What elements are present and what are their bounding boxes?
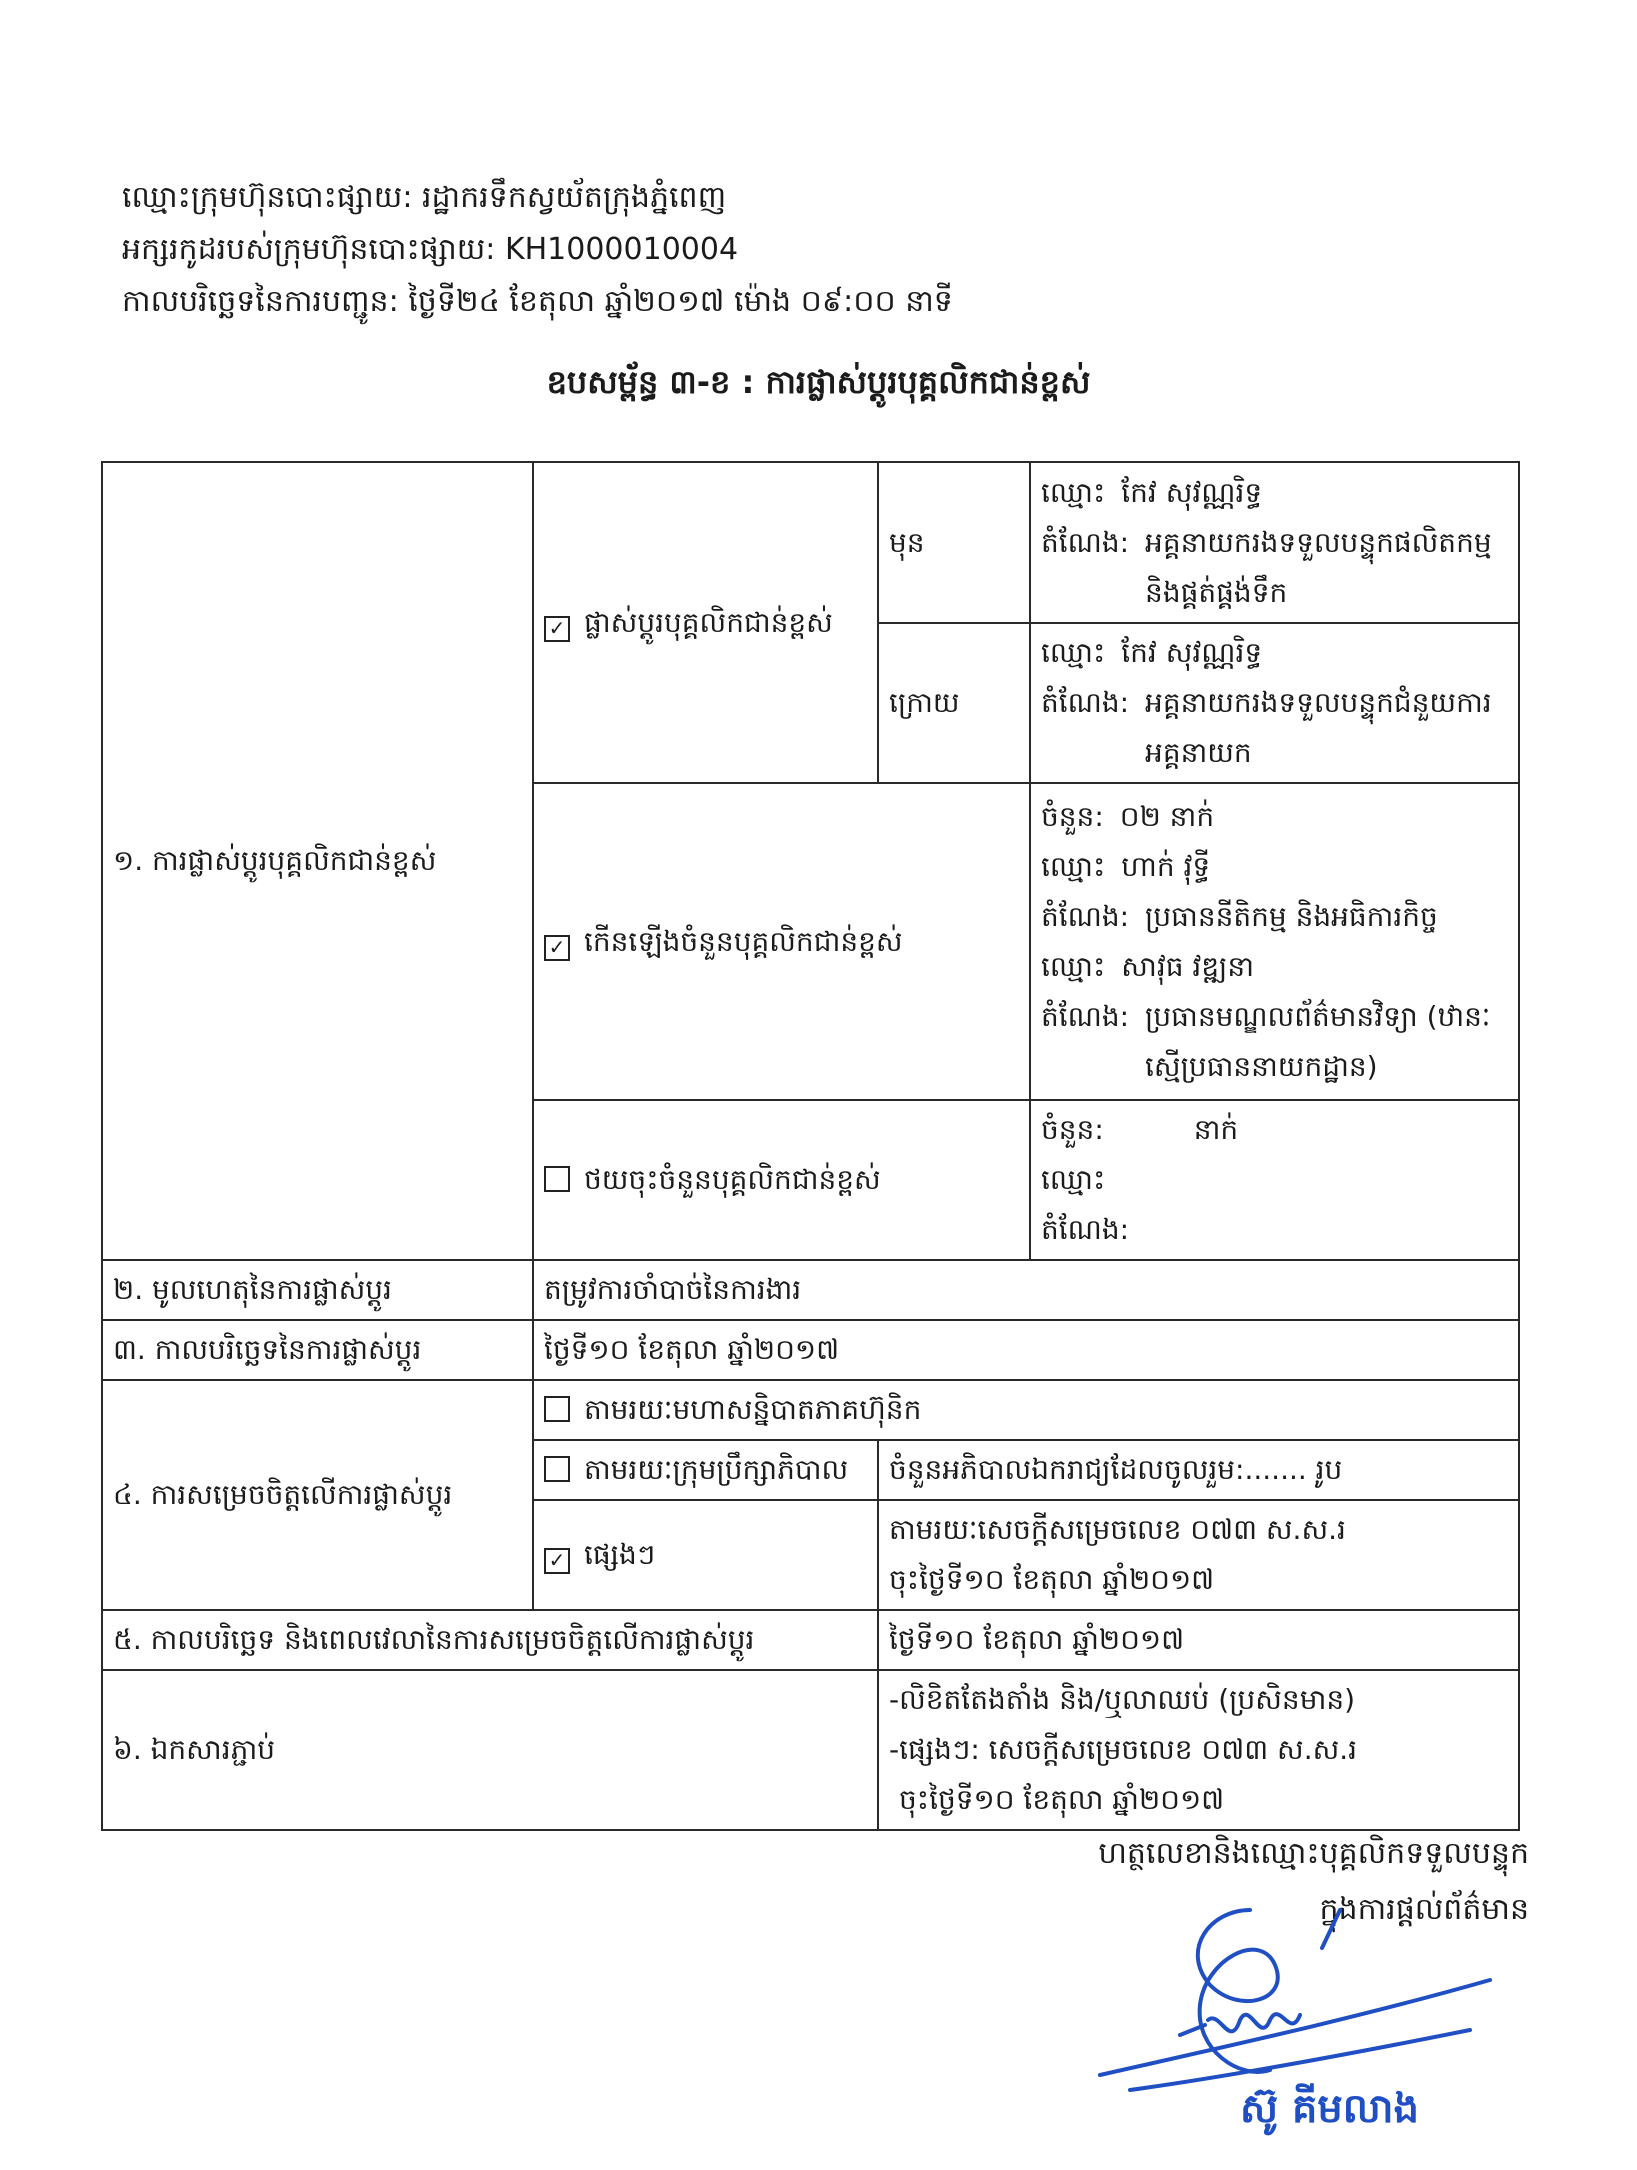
- issuer-code: KH1000010004: [504, 232, 739, 267]
- after-label: ក្រោយ: [878, 623, 1030, 783]
- section1-label: ១. ការផ្លាស់ប្តូរបុគ្គលិកជាន់ខ្ពស់: [102, 462, 533, 1260]
- opt2-label: តាមរយៈក្រុមប្រឹក្សាភិបាល: [584, 1453, 849, 1486]
- before-name-key: ឈ្មោះ: [1041, 475, 1106, 509]
- increase-details: [1030, 783, 1519, 1100]
- issuer-name-label: ឈ្មោះក្រុមហ៊ុនបោះផ្សាយ:: [122, 180, 413, 215]
- issuer-name: រដ្ឋាករទឹកស្វយ័តក្រុងភ្នំពេញ: [422, 180, 727, 215]
- increase-label: កើនឡើងចំនួនបុគ្គលិកជាន់ខ្ពស់: [584, 924, 903, 958]
- increase-count-key: ចំនួន:: [1041, 799, 1104, 833]
- section5-value: ថ្ងៃទី១០ ខែតុលា ឆ្នាំ២០១៧: [878, 1610, 1519, 1670]
- attachment-line2: -ផ្សេងៗ: សេចក្តីសម្រេចលេខ ០៧៣ ស.ស.រ: [889, 1733, 1358, 1766]
- person2-position-key: តំណែង:: [1041, 999, 1130, 1033]
- opt3-detail-line2: ចុះថ្ងៃទី១០ ខែតុលា ឆ្នាំ២០១៧: [889, 1563, 1215, 1596]
- person1-name: ហាក់ វុទ្ធី: [1121, 849, 1211, 883]
- opt3-checkbox[interactable]: ✓: [544, 1548, 570, 1574]
- submit-date: ថ្ងៃទី២៤ ខែតុលា ឆ្នាំ២០១៧ ម៉ោង ០៩:០០ នាទី: [408, 284, 953, 319]
- decision-opt2[interactable]: [533, 1440, 878, 1500]
- change-option[interactable]: [533, 462, 878, 783]
- increase-option[interactable]: [533, 783, 1030, 1100]
- signature-caption-line1: ហត្ថលេខានិងឈ្មោះបុគ្គលិកទទួលបន្ទុក: [1098, 1836, 1529, 1871]
- increase-checkbox[interactable]: ✓: [544, 935, 570, 961]
- person1-position-key: តំណែង:: [1041, 899, 1130, 933]
- before-name: កែវ សុវណ្ណរិទ្ធ: [1121, 475, 1263, 509]
- decrease-position-key: តំណែង:: [1041, 1213, 1130, 1246]
- decision-opt3[interactable]: [533, 1500, 878, 1610]
- change-checkbox[interactable]: ✓: [544, 616, 570, 642]
- decrease-details: [1030, 1100, 1519, 1260]
- section3-label: ៣. កាលបរិច្ឆេទនៃការផ្លាស់ប្តូរ: [102, 1320, 533, 1380]
- person2-name: សាវុធ វឌ្ឍនា: [1121, 949, 1255, 983]
- opt3-label: ផ្សេងៗ: [584, 1538, 656, 1571]
- handwritten-signature: [1090, 1890, 1510, 2140]
- disclosure-table: [101, 461, 1520, 1831]
- opt2-checkbox[interactable]: [544, 1456, 570, 1482]
- decrease-name-key: ឈ្មោះ: [1041, 1163, 1106, 1196]
- before-label: មុន: [878, 462, 1030, 623]
- before-position: អគ្គនាយករងទទួលបន្ទុកផលិតកម្ម និងផ្គត់ផ្គង់ទឹក: [1145, 525, 1492, 609]
- opt2-detail: ចំនួនអភិបាលឯករាជ្យដែលចូលរួម:....... រូប: [878, 1440, 1519, 1500]
- submit-date-label: កាលបរិច្ឆេទនៃការបញ្ជូន:: [122, 284, 399, 319]
- after-details: [1030, 623, 1519, 783]
- issuer-name-line: [122, 172, 953, 224]
- person1-name-key: ឈ្មោះ: [1041, 849, 1106, 883]
- submit-date-line: [122, 276, 953, 328]
- section5-label: ៥. កាលបរិច្ឆេទ និងពេលវេលានៃការសម្រេចចិត្តលើការផ្លាស់ប្តូរ: [102, 1610, 878, 1670]
- opt3-detail-line1: តាមរយៈសេចក្តីសម្រេចលេខ ០៧៣ ស.ស.រ: [889, 1513, 1346, 1546]
- increase-count: ០២ នាក់: [1119, 799, 1215, 833]
- after-name-key: ឈ្មោះ: [1041, 636, 1106, 669]
- person2-name-key: ឈ្មោះ: [1041, 949, 1106, 983]
- opt3-detail: [878, 1500, 1519, 1610]
- decrease-count-key: ចំនួន:: [1041, 1113, 1104, 1146]
- attachments: [878, 1670, 1519, 1830]
- signer-name: ស៊ូ គីមលាង: [1240, 2086, 1419, 2132]
- section3-value: ថ្ងៃទី១០ ខែតុលា ឆ្នាំ២០១៧: [533, 1320, 1519, 1380]
- opt1-checkbox[interactable]: [544, 1396, 570, 1422]
- form-title: ឧបសម្ព័ន្ធ ៣-ខ : ការផ្លាស់ប្តូរបុគ្គលិកជាន់ខ្ពស់: [546, 363, 1091, 401]
- header: [122, 172, 953, 328]
- issuer-code-label: អក្សរកូដរបស់ក្រុមហ៊ុនបោះផ្សាយ:: [122, 232, 496, 267]
- issuer-code-line: [122, 224, 953, 276]
- opt1-label: តាមរយៈមហាសន្និបាតភាគហ៊ុនិក: [584, 1393, 922, 1426]
- section2-label: ២. មូលហេតុនៃការផ្លាស់ប្តូរ: [102, 1260, 533, 1320]
- person1-position: ប្រធាននីតិកម្ម និងអធិការកិច្ច: [1145, 899, 1438, 933]
- before-position-key: តំណែង:: [1041, 525, 1130, 559]
- after-position-key: តំណែង:: [1041, 686, 1130, 719]
- decrease-label: ថយចុះចំនួនបុគ្គលិកជាន់ខ្ពស់: [584, 1163, 881, 1196]
- decrease-checkbox[interactable]: [544, 1166, 570, 1192]
- section6-label: ៦. ឯកសារភ្ជាប់: [102, 1670, 878, 1830]
- attachment-line3: ចុះថ្ងៃទី១០ ខែតុលា ឆ្នាំ២០១៧: [899, 1783, 1225, 1816]
- after-position: អគ្គនាយករងទទួលបន្ទុកជំនួយការអគ្គនាយក: [1145, 686, 1492, 769]
- decrease-count-unit: នាក់: [1193, 1113, 1239, 1146]
- attachment-line1: -លិខិតតែងតាំង និង/ឬលាឈប់ (ប្រសិនមាន): [889, 1683, 1356, 1716]
- decrease-option[interactable]: [533, 1100, 1030, 1260]
- change-label: ផ្លាស់ប្តូរបុគ្គលិកជាន់ខ្ពស់: [584, 605, 833, 639]
- before-details: [1030, 462, 1519, 623]
- person2-position: ប្រធានមណ្ឌលព័ត៌មានវិទ្យា (ឋានៈស្មើប្រធាននាយកដ្ឋាន): [1145, 999, 1491, 1083]
- signature-caption-line2: ក្នុងការផ្តល់ព័ត៌មាន: [1319, 1892, 1529, 1927]
- after-name: កែវ សុវណ្ណរិទ្ធ: [1121, 636, 1263, 669]
- section4-label: ៤. ការសម្រេចចិត្តលើការផ្លាស់ប្តូរ: [102, 1380, 533, 1610]
- section2-value: តម្រូវការចាំបាច់នៃការងារ: [533, 1260, 1519, 1320]
- decision-opt1[interactable]: [533, 1380, 1519, 1440]
